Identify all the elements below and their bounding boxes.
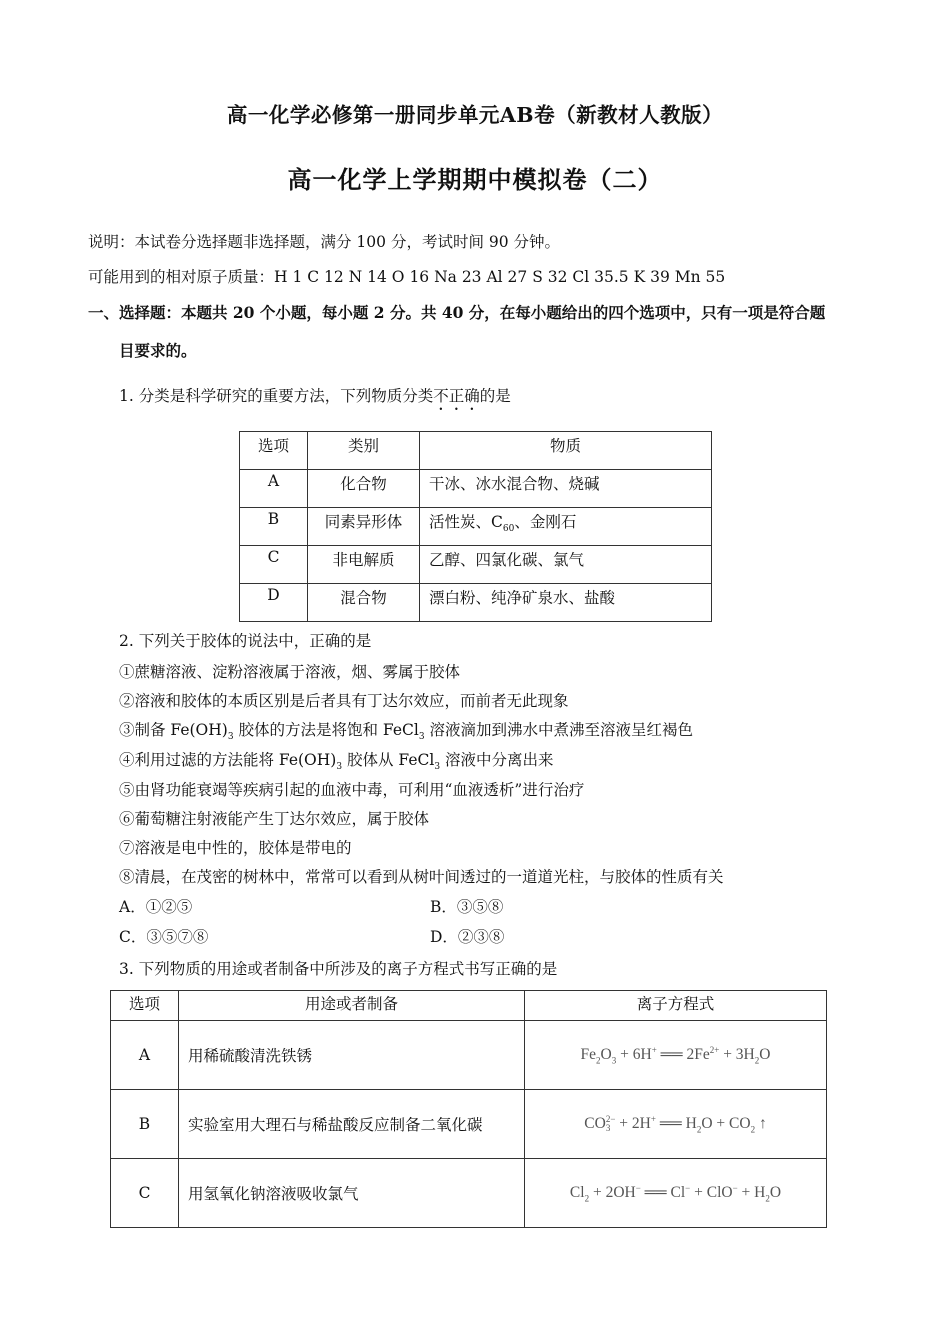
q1-cell-category: 混合物 [308, 584, 420, 622]
q2-option-c: C．③⑤⑦⑧ [119, 928, 209, 946]
section-heading-cont: 目要求的。 [119, 341, 197, 360]
q1-header-category: 类别 [308, 432, 420, 470]
table-row [240, 508, 712, 546]
q2-statement-4: ④利用过滤的方法能将 $Fe(OH)_3$ 胶体从 FeCl$_3$ 溶液中分离出来 [119, 751, 554, 773]
q3-header-equation: 离子方程式 [525, 991, 827, 1021]
q3-stem: 3. 下列物质的用途或者制备中所涉及的离子方程式书写正确的是 [119, 960, 558, 978]
atomic-mass-line: 可能用到的相对原子质量：H 1 C 12 N 14 O 16 Na 23 Al 27 S 32 Cl 35.5 K 39 Mn 55 [88, 268, 726, 286]
q2-option-d: D．②③⑧ [430, 928, 505, 946]
q3-cell-use: 用氢氧化钠溶液吸收氯气 [179, 1159, 525, 1228]
q2-stem: 2. 下列关于胶体的说法中，正确的是 [119, 632, 372, 650]
q1-cell-option: B [240, 508, 308, 546]
q2-statement-1: ①蔗糖溶液、淀粉溶液属于溶液，烟、雾属于胶体 [119, 663, 461, 681]
q3-equation-b: CO 2− 3 + 2H+ ══ $H_2O + CO_2$ ↑ [525, 1090, 827, 1159]
table-row [240, 432, 712, 470]
q3-cell-use: 实验室用大理石与稀盐酸反应制备二氧化碳 [179, 1090, 525, 1159]
q1-emphasis: 不正确 [433, 387, 480, 405]
q3-cell-option: B [111, 1090, 179, 1159]
q3-cell-use: 用稀硫酸清洗铁锈 [179, 1021, 525, 1090]
q3-table [110, 990, 827, 1228]
table-row [111, 1159, 827, 1228]
section-heading: 一、选择题：本题共 20 个小题，每小题 2 分。共 40 分，在每小题给出的四个选项中，只有一项是符合题 [88, 303, 826, 322]
q2-statement-3: ③制备 $Fe(OH)_3$ 胶体的方法是将饱和 FeCl$_3$ 溶液滴加到沸水中煮沸至溶液呈红褐色 [119, 721, 693, 743]
q1-cell-substance: 干冰、冰水混合物、烧碱 [420, 470, 712, 508]
q3-header-use: 用途或者制备 [179, 991, 525, 1021]
q3-equation-c: $Cl_2 + 2OH^-$ ══ $Cl^- + ClO^- + H_2O$ [525, 1159, 827, 1228]
q3-cell-option: A [111, 1021, 179, 1090]
q1-header-substance: 物质 [420, 432, 712, 470]
q1-cell-option: C [240, 546, 308, 584]
q1-cell-substance: 活性炭、$C_{60}$、金刚石 [420, 508, 712, 546]
table-row [240, 470, 712, 508]
q2-statement-2: ②溶液和胶体的本质区别是后者具有丁达尔效应，而前者无此现象 [119, 692, 569, 710]
q1-header-option: 选项 [240, 432, 308, 470]
q1-cell-category: 同素异形体 [308, 508, 420, 546]
q2-option-a: A．①②⑤ [119, 898, 193, 916]
table-row [111, 991, 827, 1021]
table-row [111, 1090, 827, 1159]
q2-statement-7: ⑦溶液是电中性的，胶体是带电的 [119, 839, 352, 857]
q1-cell-option: A [240, 470, 308, 508]
q1-table [239, 431, 712, 622]
q2-statement-5: ⑤由肾功能衰竭等疾病引起的血液中毒，可利用“血液透析”进行治疗 [119, 781, 585, 799]
exam-note: 说明：本试卷分选择题非选择题，满分 100 分，考试时间 90 分钟。 [88, 233, 561, 251]
q2-statement-8: ⑧清晨，在茂密的树林中，常常可以看到从树叶间透过的一道道光柱，与胶体的性质有关 [119, 868, 724, 886]
q3-cell-option: C [111, 1159, 179, 1228]
q1-stem: 1. 分类是科学研究的重要方法，下列物质分类不正确的是 [119, 387, 511, 405]
q1-cell-substance: 漂白粉、纯净矿泉水、盐酸 [420, 584, 712, 622]
q3-equation-a: $Fe_2O_3 + 6H^+$ ══ $2Fe^{2+} + 3H_2O$ [525, 1021, 827, 1090]
q1-cell-category: 化合物 [308, 470, 420, 508]
q2-statement-6: ⑥葡萄糖注射液能产生丁达尔效应，属于胶体 [119, 810, 430, 828]
table-row [240, 584, 712, 622]
table-row [111, 1021, 827, 1090]
q1-cell-category: 非电解质 [308, 546, 420, 584]
series-title: 高一化学必修第一册同步单元AB卷（新教材人教版） [226, 103, 724, 127]
q2-option-b: B．③⑤⑧ [430, 898, 504, 916]
exam-title: 高一化学上学期期中模拟卷（二） [287, 165, 663, 194]
q3-header-option: 选项 [111, 991, 179, 1021]
q1-cell-option: D [240, 584, 308, 622]
q1-cell-substance: 乙醇、四氯化碳、氯气 [420, 546, 712, 584]
table-row [240, 546, 712, 584]
gas-up-arrow-icon: ↑ [755, 1115, 767, 1133]
